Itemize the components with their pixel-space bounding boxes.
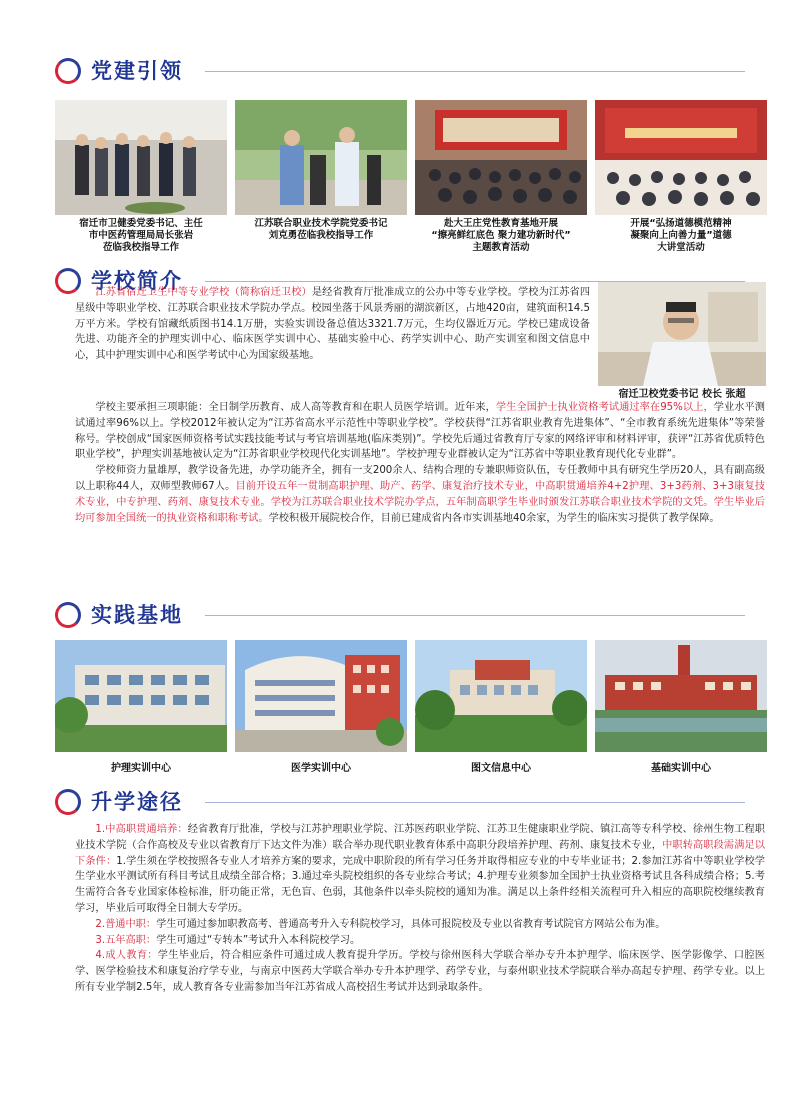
base-caption-nursing: 护理实训中心 xyxy=(111,763,171,774)
party-photo-4 xyxy=(595,100,767,215)
path-item-3: 3.五年高职：学生可通过“专转本”考试升入本科院校学习。 xyxy=(95,934,361,946)
divider xyxy=(205,71,745,72)
base-caption-library: 图文信息中心 xyxy=(471,763,531,774)
party-photo-3 xyxy=(415,100,587,215)
section-title: 学校简介 xyxy=(91,269,183,293)
principal-photo xyxy=(598,282,766,386)
path-item-4: 4.成人教育：学生毕业后，符合相应条件可通过成人教育提升学历。学校与徐州医科大学联合举办专升本护理学、临床医学、医学影像学、口腔医学、医学检验技术和康复治疗学专业，与南京中医药大学联合举办专升本护理学、药学专业，与泰州职业技术学院联合举办高起专护理、药学专业。以上所有专业学制2.5年，成人教育各专业需参加当年江苏省成人高校招生考试并达到录取条件。 xyxy=(75,950,765,993)
intro-body xyxy=(75,400,765,526)
intro-paragraph-3: 学校师资力量雄厚，教学设备先进，办学功能齐全，拥有一支200余人、结构合理的专兼职师资队伍，专任教师中具有研究生学历20人，具有副高级以上职称44人，双师型教师67人。目前开设五年一贯制高职护理、助产、药学、康复治疗技术专业，中高职贯通培养4+2护理、3+3药剂、3+3康复技术专业，中专护理、药剂、康复技术专业。学校为江苏联合职业技术学院办学点，五年制高职学生毕业时颁发江苏联合职业技术学院的文凭。学生毕业后均可参加全国统一的执业资格和职称考试。学校积极开展院校合作，目前已建成省内各市实训基地40余家，为学生的临床实习提供了教学保障。 xyxy=(75,465,765,524)
base-photo-medical xyxy=(235,640,407,752)
party-caption-1: 宿迁市卫健委党委书记、主任 市中医药管理局局长张岩 莅临我校指导工作 xyxy=(79,218,203,253)
section-header-bases xyxy=(55,600,745,634)
school-name-highlight: 江苏省宿迁卫生中等专业学校（简称宿迁卫校） xyxy=(95,287,312,298)
principal-caption: 宿迁卫校党委书记 校长 张超 xyxy=(618,389,746,400)
section-ring-icon xyxy=(55,602,81,628)
party-caption-2: 江苏联合职业技术学院党委书记 刘克勇莅临我校指导工作 xyxy=(254,218,388,241)
section-header-paths xyxy=(55,787,745,821)
base-photo-basic xyxy=(595,640,767,752)
divider xyxy=(205,615,745,616)
base-photo-library xyxy=(415,640,587,752)
divider xyxy=(205,802,745,803)
party-photo-2 xyxy=(235,100,407,215)
intro-paragraph-2: 学校主要承担三项职能：全日制学历教育、成人高等教育和在职人员医学培训。近年来，学生全国护士执业资格考试通过率在95%以上，学业水平测试通过率96%以上。学校2012年被认定为“江苏省高水平示范性中等职业学校”。学校获得“江苏省职业教育先进集体”、“全市教育系统先进集体”等荣誉称号。学校创成“国家医师资格考试实践技能考试与考官培训基地(临床类别)”。学校先后通过省教育厅专家的网络评审和材料评审，获评“江苏省优质特色职业学校”，护理实训基地被认定为“江苏省职业学校现代化实训基地”。学校护理专业群被认定为“江苏省中等职业教育现代化专业群”。 xyxy=(75,402,765,461)
party-caption-3: 赴大王庄党性教育基地开展 “擦亮鲜红底色 聚力建功新时代” 主题教育活动 xyxy=(431,218,571,253)
base-caption-basic: 基础实训中心 xyxy=(651,763,711,774)
section-ring-icon xyxy=(55,58,81,84)
path-item-1: 1.中高职贯通培养：经省教育厅批准，学校与江苏护理职业学院、江苏医药职业学院、江苏卫生健康职业学院、镇江高等专科学校、徐州生物工程职业技术学院（合作高校及专业以省教育厅下达文件为准）联合举办现代职业教育体系中高职分段培养护理、药剂、康复技术专业，中职转高职段需满足以下条件：1.学生须在学校按照各专业人才培养方案的要求，完成中职阶段的所有学习任务并取得相应专业的中专毕业证书；2.参加江苏省中等职业学校学生学业水平测试所有科目考试且成绩全部合格；3.通过牵头院校组织的各专业综合考试；4.护理专业须参加全国护士执业资格考试且各科成绩合格；5.考生需符合各专业国家体检标准，肝功能正常，无色盲、色弱，其他条件以牵头院校的通知为准。满足以上条件经相关流程可升入相应的高职院校继续教育学习，毕业后可取得全日制大专学历。 xyxy=(75,824,765,914)
paths-body xyxy=(75,822,765,996)
section-title: 党建引领 xyxy=(91,59,183,83)
base-caption-medical: 医学实训中心 xyxy=(291,763,351,774)
party-photo-1 xyxy=(55,100,227,215)
section-title: 升学途径 xyxy=(91,790,183,814)
path-item-2: 2.普通中职：学生可通过参加职教高考、普通高考升入专科院校学习，具体可报院校及专业以省教育考试院官方网站公布为准。 xyxy=(95,918,666,930)
section-ring-icon xyxy=(55,789,81,815)
section-header-party xyxy=(55,56,745,90)
section-title: 实践基地 xyxy=(91,603,183,627)
base-photo-nursing xyxy=(55,640,227,752)
party-caption-4: 开展“弘扬道德模范精神 凝聚向上向善力量”道德 大讲堂活动 xyxy=(630,218,732,253)
intro-paragraph-1a: 江苏省宿迁卫生中等专业学校（简称宿迁卫校）是经省教育厅批准成立的公办中等专业学校。学校为江苏省四星级中等职业学校、江苏联合职业技术学院办学点。校园坐落于风景秀丽的湖滨新区，占地420亩，建筑面积14.5万平方米。学校有馆藏纸质图书14.1万册，实验实训设备总值达3321.7万元，生均仪器近万元。学校已建成设备先进、功能齐全的护理实训中心、临床医学实训中心、基础实验中心、药学实训中心、助产实训室和图文信息中心，其中护理实训中心和医学考试中心为国家级基地。 xyxy=(75,287,591,362)
